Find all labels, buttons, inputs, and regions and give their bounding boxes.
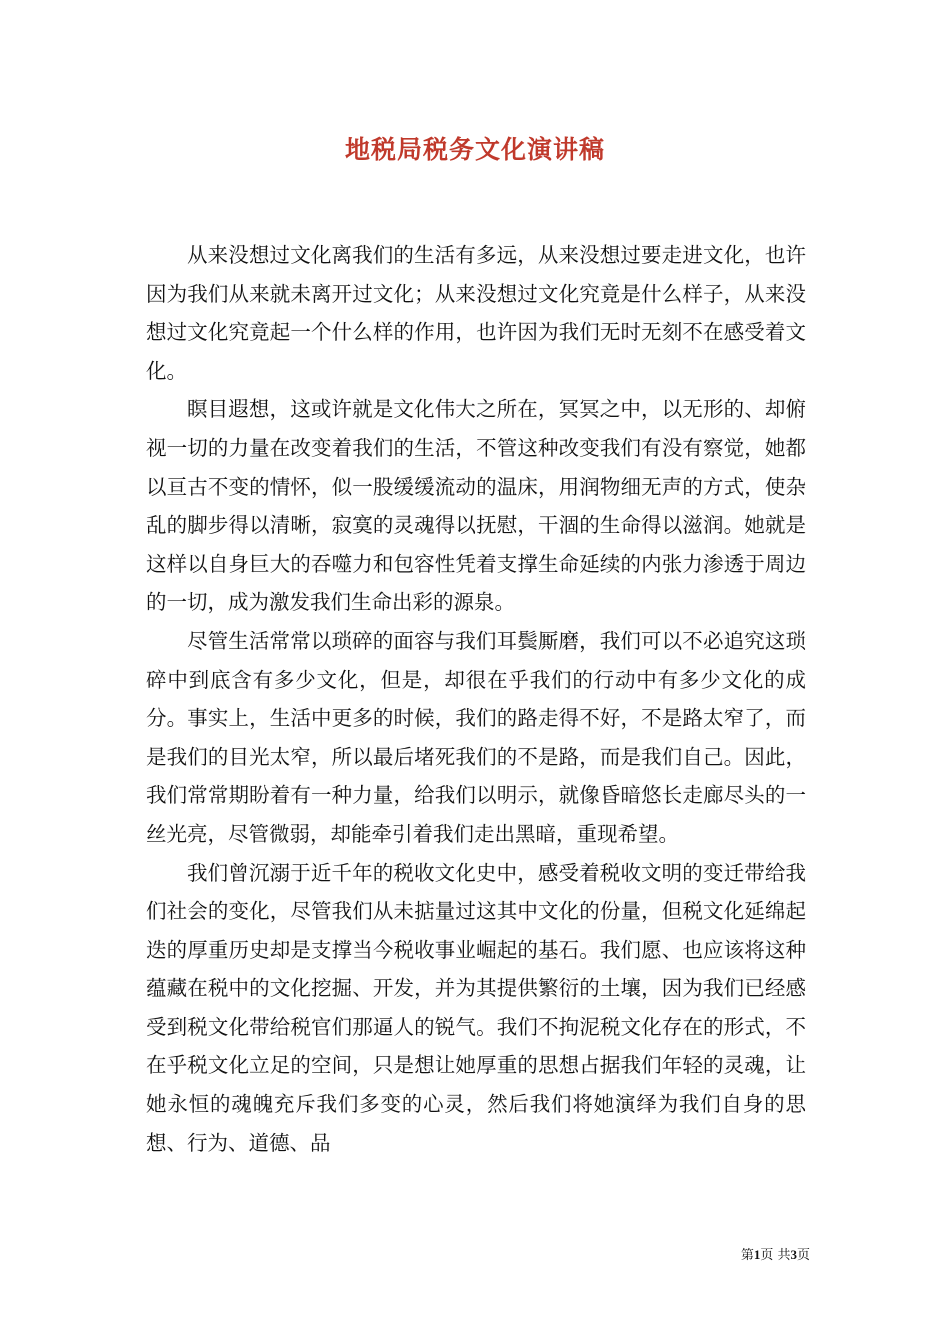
paragraph: 瞑目遐想，这或许就是文化伟大之所在，冥冥之中，以无形的、却俯视一切的力量在改变着我们的生活，不管这种改变我们有没有察觉，她都以亘古不变的情怀，似一股缓缓流动的温床，用润物细无声的方式，使杂乱的脚步得以清晰，寂寞的灵魂得以抚慰，干涸的生命得以滋润。她就是这样以自身巨大的吞噬力和包容性凭着支撑生命延续的内张力渗透于周边的一切，成为激发我们生命出彩的源泉。 (146, 397, 806, 615)
footer-suffix: 页 (796, 1248, 810, 1263)
footer-middle: 页 共 (760, 1248, 791, 1263)
paragraph: 尽管生活常常以琐碎的面容与我们耳鬓厮磨，我们可以不必追究这琐碎中到底含有多少文化，但是，却很在乎我们的行动中有多少文化的成分。事实上，生活中更多的时候，我们的路走得不好，不是路太窄了，而是我们的目光太窄，所以最后堵死我们的不是路，而是我们自己。因此，我们常常期盼着有一种力量，给我们以明示，就像昏暗悠长走廊尽头的一丝光亮，尽管微弱，却能牵引着我们走出黑暗，重现希望。 (146, 628, 806, 846)
paragraph: 我们曾沉溺于近千年的税收文化史中，感受着税收文明的变迁带给我们社会的变化，尽管我们从未掂量过这其中文化的份量，但税文化延绵起迭的厚重历史却是支撑当今税收事业崛起的基石。我们愿、也应该将这种蕴藏在税中的文化挖掘、开发，并为其提供繁衍的土壤，因为我们已经感受到税文化带给税官们那逼人的锐气。我们不拘泥税文化存在的形式，不在乎税文化立足的空间，只是想让她厚重的思想占据我们年轻的灵魂，让她永恒的魂魄充斥我们多变的心灵，然后我们将她演绎为我们自身的思想、行为、道德、品 (146, 860, 806, 1155)
total-pages-number: 3 (790, 1247, 797, 1262)
document-body (146, 236, 806, 1162)
paragraph: 从来没想过文化离我们的生活有多远，从来没想过要走进文化，也许因为我们从来就未离开过文化；从来没想过文化究竟是什么样子，从来没想过文化究竟起一个什么样的作用，也许因为我们无时无刻不在感受着文化。 (146, 243, 806, 383)
document-title: 地税局税务文化演讲稿 (344, 135, 605, 164)
footer-prefix: 第 (740, 1248, 754, 1263)
current-page-number: 1 (753, 1247, 761, 1262)
page-footer (660, 1246, 810, 1265)
